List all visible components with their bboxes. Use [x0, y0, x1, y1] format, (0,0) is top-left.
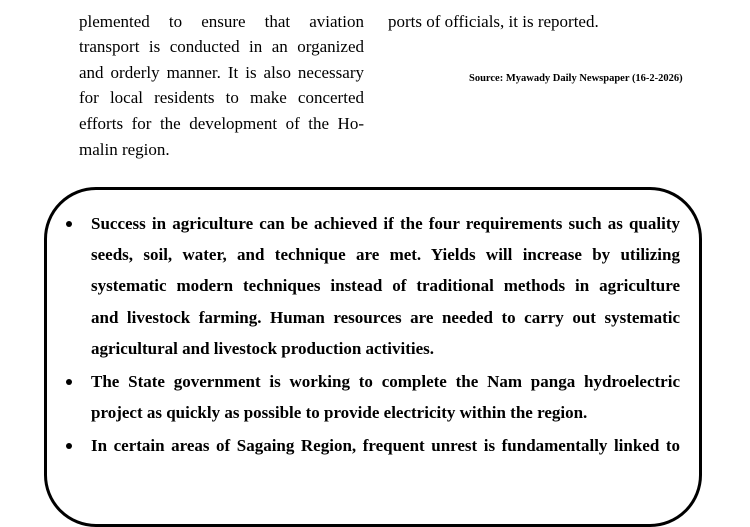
highlights-list — [62, 208, 680, 464]
article-line: plemented to ensure that aviation — [79, 11, 364, 31]
list-item-line: seeds, soil, water, and technique are met. Yields will increase by utilizing — [91, 245, 680, 265]
list-item-line: Success in agriculture can be achieved if the four requirements such as quality — [91, 214, 680, 233]
list-item-line: systematic modern techniques instead of traditional methods in agriculture — [91, 276, 680, 296]
article-line: transport is conducted in an organized — [79, 37, 364, 57]
source-citation: Source: Myawady Daily Newspaper (16-2-2026) — [469, 73, 683, 84]
article-right-column — [388, 0, 688, 34]
article-line: for local residents to make concerted — [79, 88, 364, 108]
list-item — [62, 366, 680, 428]
bullet-icon — [66, 221, 72, 227]
list-item — [62, 430, 680, 461]
list-item-line: agricultural and livestock production activities. — [91, 338, 434, 358]
list-item — [62, 208, 680, 364]
list-item-line: In certain areas of Sagaing Region, frequent unrest is fundamentally linked to — [91, 436, 680, 456]
list-item-line: and livestock farming. Human resources are needed to carry out systematic — [91, 307, 680, 327]
bullet-icon — [66, 379, 72, 385]
article-line: efforts for the development of the Ho- — [79, 113, 364, 133]
article-left-column — [79, 0, 364, 162]
list-item-line: The State government is working to complete the Nam panga hydroelectric — [91, 371, 680, 391]
article-line: and orderly manner. It is also necessary — [79, 62, 364, 82]
list-item-line: project as quickly as possible to provide electricity within the region. — [91, 403, 588, 423]
article-line: malin region. — [79, 139, 170, 159]
bullet-icon — [66, 443, 72, 449]
article-line: ports of officials, it is reported. — [388, 11, 599, 31]
